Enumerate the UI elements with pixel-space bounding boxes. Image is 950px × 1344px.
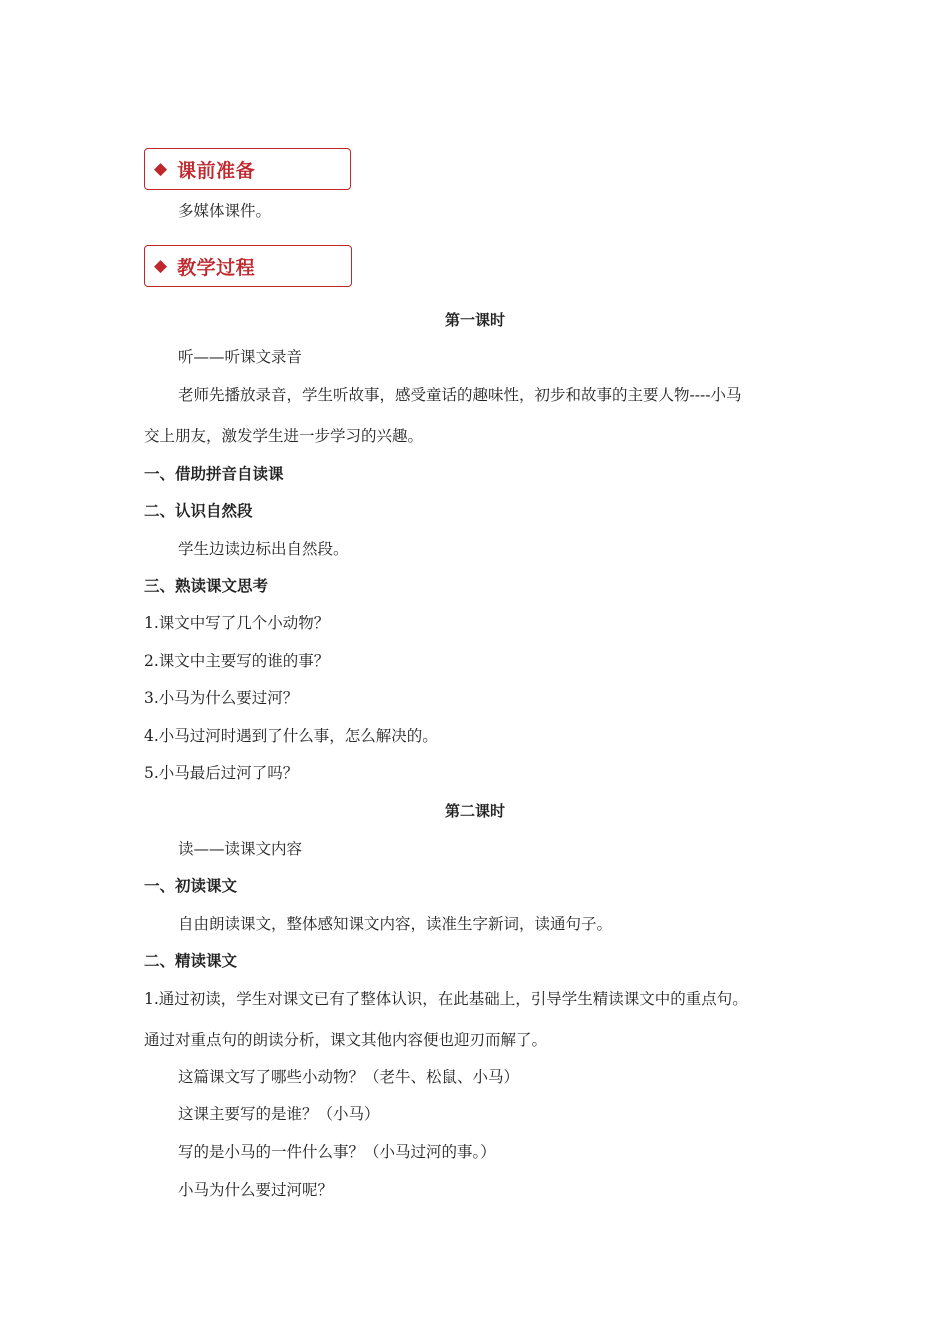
lesson2-title: 第二课时 — [444, 802, 505, 820]
section-prep-title: 课前准备 — [177, 159, 256, 182]
list-item: 这篇课文写了哪些小动物？（老牛、松鼠、小马） — [178, 1068, 520, 1086]
list-item: 3.小马为什么要过河？ — [144, 689, 299, 707]
lesson1-heading-2-text: 学生边读边标出自然段。 — [178, 540, 349, 558]
diamond-icon: ◆ — [154, 255, 168, 276]
list-item: 1.课文中写了几个小动物？ — [144, 614, 330, 632]
list-item: 小马为什么要过河呢？ — [178, 1181, 334, 1199]
lesson1-heading-1: 一、借助拼音自读课 — [144, 465, 284, 483]
list-item: 4.小马过河时遇到了什么事，怎么解决的。 — [144, 727, 438, 745]
lesson2-heading-1: 一、初读课文 — [144, 877, 238, 895]
lesson2-para-line1: 1.通过初读，学生对课文已有了整体认识，在此基础上，引导学生精读课文中的重点句。 — [144, 990, 748, 1008]
lesson1-para-line1: 老师先播放录音，学生听故事，感受童话的趣味性，初步和故事的主要人物----小马 — [178, 386, 742, 404]
lesson2-heading-1-text: 自由朗读课文，整体感知课文内容，读准生字新词，读通句子。 — [178, 915, 613, 933]
prep-text: 多媒体课件。 — [178, 202, 272, 220]
section-process-box — [144, 245, 352, 287]
section-process-title: 教学过程 — [177, 256, 256, 279]
lesson1-title: 第一课时 — [444, 311, 505, 329]
lesson1-para-line2: 交上朋友，激发学生进一步学习的兴趣。 — [144, 427, 424, 445]
lesson2-para-line2: 通过对重点句的朗读分析，课文其他内容便也迎刃而解了。 — [144, 1031, 548, 1049]
lesson1-intro: 听——听课文录音 — [178, 348, 303, 366]
lesson1-heading-2: 二、认识自然段 — [144, 502, 253, 520]
lesson2-intro: 读——读课文内容 — [178, 840, 303, 858]
lesson1-heading-3: 三、熟读课文思考 — [144, 577, 269, 595]
list-item: 写的是小马的一件什么事？（小马过河的事。） — [178, 1143, 496, 1161]
list-item: 2.课文中主要写的谁的事？ — [144, 652, 330, 670]
list-item: 5.小马最后过河了吗？ — [144, 764, 299, 782]
section-prep-box — [144, 148, 351, 190]
lesson2-heading-2: 二、精读课文 — [144, 952, 238, 970]
diamond-icon: ◆ — [154, 158, 168, 179]
list-item: 这课主要写的是谁？（小马） — [178, 1105, 380, 1123]
